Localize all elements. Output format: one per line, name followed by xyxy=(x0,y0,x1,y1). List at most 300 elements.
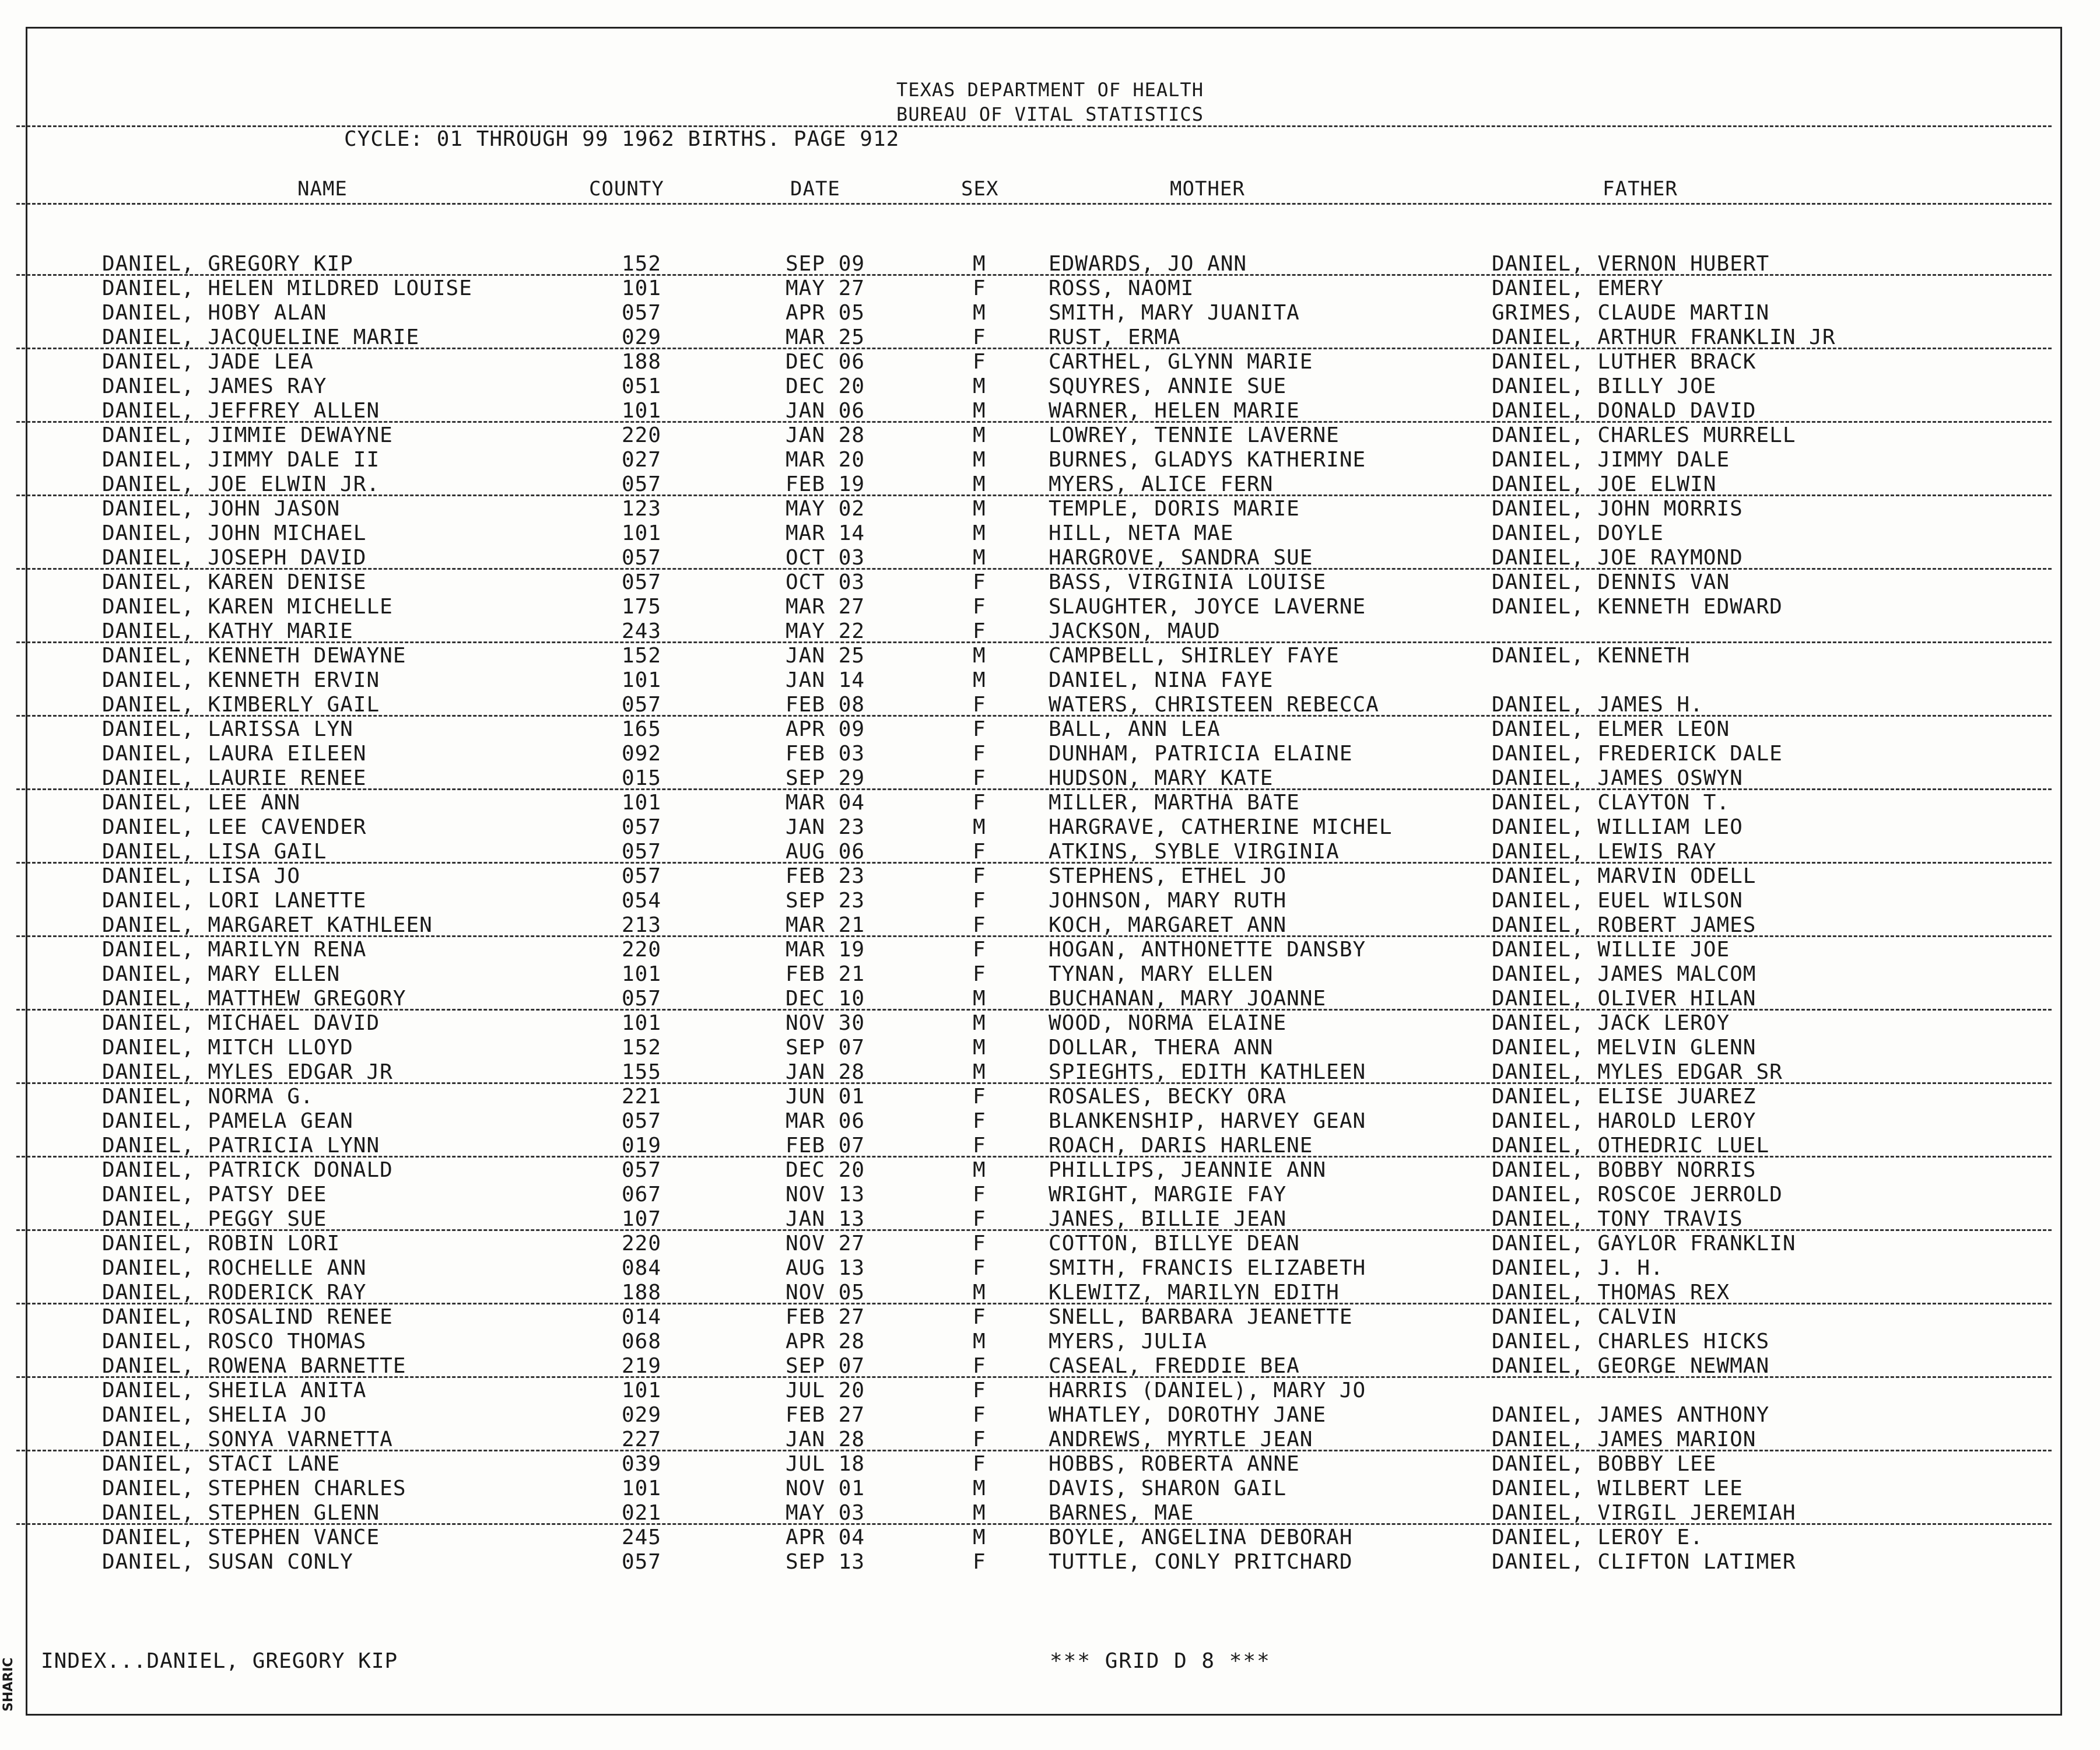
record-county: 084 xyxy=(622,1256,662,1280)
col-header-sex: SEX xyxy=(961,177,999,201)
record-father: DANIEL, EUEL WILSON xyxy=(1492,889,1743,913)
group-divider xyxy=(16,421,2052,423)
record-name: DANIEL, MATTHEW GREGORY xyxy=(102,987,406,1011)
record-county: 027 xyxy=(622,448,662,472)
record-sex: F xyxy=(973,276,986,300)
record-sex: M xyxy=(973,301,986,325)
index-line: INDEX...DANIEL, GREGORY KIP xyxy=(41,1649,398,1673)
record-county: 039 xyxy=(622,1452,662,1476)
record-sex: M xyxy=(973,1011,986,1035)
record-mother: HOBBS, ROBERTA ANNE xyxy=(1049,1452,1300,1476)
record-father: DANIEL, FREDERICK DALE xyxy=(1492,742,1783,766)
record-name: DANIEL, MARY ELLEN xyxy=(102,962,341,986)
record-row xyxy=(0,1330,2100,1354)
record-name: DANIEL, STEPHEN GLENN xyxy=(102,1501,380,1525)
record-row xyxy=(0,1403,2100,1428)
record-row xyxy=(0,1501,2100,1525)
group-divider xyxy=(16,935,2052,937)
record-date: JAN 28 xyxy=(786,1428,865,1451)
record-row xyxy=(0,1085,2100,1109)
group-divider xyxy=(16,1376,2052,1378)
record-row xyxy=(0,570,2100,595)
record-father: DANIEL, CALVIN xyxy=(1492,1305,1677,1329)
group-divider xyxy=(16,715,2052,717)
record-row xyxy=(0,987,2100,1011)
record-county: 057 xyxy=(622,1109,662,1133)
record-sex: M xyxy=(973,1477,986,1500)
record-date: MAY 22 xyxy=(786,619,865,643)
record-date: JAN 28 xyxy=(786,423,865,447)
record-date: MAR 14 xyxy=(786,521,865,545)
record-mother: DUNHAM, PATRICIA ELAINE xyxy=(1049,742,1353,766)
record-date: NOV 05 xyxy=(786,1281,865,1304)
record-name: DANIEL, JACQUELINE MARIE xyxy=(102,325,420,349)
record-date: JAN 23 xyxy=(786,815,865,839)
record-name: DANIEL, HOBY ALAN xyxy=(102,301,327,325)
record-mother: BALL, ANN LEA xyxy=(1049,717,1221,741)
record-row xyxy=(0,1550,2100,1574)
record-date: FEB 27 xyxy=(786,1403,865,1427)
record-name: DANIEL, KIMBERLY GAIL xyxy=(102,693,380,717)
record-mother: WARNER, HELEN MARIE xyxy=(1049,399,1300,423)
record-date: JAN 25 xyxy=(786,644,865,668)
record-date: JAN 06 xyxy=(786,399,865,423)
record-name: DANIEL, STACI LANE xyxy=(102,1452,341,1476)
record-date: MAR 04 xyxy=(786,791,865,815)
record-county: 015 xyxy=(622,766,662,790)
record-sex: M xyxy=(973,374,986,398)
record-county: 101 xyxy=(622,276,662,300)
record-row xyxy=(0,717,2100,742)
record-date: FEB 21 xyxy=(786,962,865,986)
record-sex: F xyxy=(973,791,986,815)
record-father: DANIEL, JAMES MALCOM xyxy=(1492,962,1757,986)
record-row xyxy=(0,472,2100,497)
record-father: DANIEL, JAMES ANTHONY xyxy=(1492,1403,1770,1427)
record-father: DANIEL, MYLES EDGAR SR xyxy=(1492,1060,1783,1084)
record-name: DANIEL, JADE LEA xyxy=(102,350,314,374)
record-father: DANIEL, JIMMY DALE xyxy=(1492,448,1730,472)
record-date: MAR 19 xyxy=(786,938,865,962)
record-name: DANIEL, JIMMIE DEWAYNE xyxy=(102,423,393,447)
record-sex: M xyxy=(973,1330,986,1353)
record-row xyxy=(0,276,2100,301)
record-row xyxy=(0,1281,2100,1305)
record-father: DANIEL, BOBBY LEE xyxy=(1492,1452,1717,1476)
record-name: DANIEL, JOE ELWIN JR. xyxy=(102,472,380,496)
record-name: DANIEL, ROSALIND RENEE xyxy=(102,1305,393,1329)
record-row xyxy=(0,1452,2100,1477)
record-row xyxy=(0,1232,2100,1256)
record-name: DANIEL, JIMMY DALE II xyxy=(102,448,380,472)
record-date: AUG 06 xyxy=(786,840,865,864)
record-sex: F xyxy=(973,1305,986,1329)
record-county: 057 xyxy=(622,864,662,888)
record-mother: SLAUGHTER, JOYCE LAVERNE xyxy=(1049,595,1366,619)
group-divider xyxy=(16,1523,2052,1525)
record-mother: BURNES, GLADYS KATHERINE xyxy=(1049,448,1366,472)
record-row xyxy=(0,497,2100,521)
record-father: DANIEL, JOE RAYMOND xyxy=(1492,546,1743,570)
side-label: SHARIC xyxy=(1,1657,16,1712)
record-county: 092 xyxy=(622,742,662,766)
record-date: AUG 13 xyxy=(786,1256,865,1280)
record-mother: MYERS, ALICE FERN xyxy=(1049,472,1274,496)
record-sex: M xyxy=(973,1060,986,1084)
record-county: 057 xyxy=(622,472,662,496)
record-sex: F xyxy=(973,913,986,937)
record-county: 220 xyxy=(622,1232,662,1255)
record-county: 165 xyxy=(622,717,662,741)
record-sex: F xyxy=(973,1403,986,1427)
record-row xyxy=(0,766,2100,791)
record-father: DANIEL, TONY TRAVIS xyxy=(1492,1207,1743,1231)
group-divider xyxy=(16,1009,2052,1011)
record-date: SEP 09 xyxy=(786,252,865,276)
record-date: NOV 01 xyxy=(786,1477,865,1500)
record-name: DANIEL, KENNETH DEWAYNE xyxy=(102,644,406,668)
record-mother: DAVIS, SHARON GAIL xyxy=(1049,1477,1287,1500)
group-divider xyxy=(16,788,2052,790)
record-sex: F xyxy=(973,350,986,374)
record-sex: M xyxy=(973,1036,986,1060)
record-sex: F xyxy=(973,1232,986,1255)
record-sex: M xyxy=(973,1501,986,1525)
record-date: DEC 06 xyxy=(786,350,865,374)
record-name: DANIEL, MARGARET KATHLEEN xyxy=(102,913,433,937)
col-header-name: NAME xyxy=(297,177,348,201)
record-county: 101 xyxy=(622,399,662,423)
record-name: DANIEL, KENNETH ERVIN xyxy=(102,668,380,692)
record-mother: RUST, ERMA xyxy=(1049,325,1181,349)
record-name: DANIEL, JOHN JASON xyxy=(102,497,341,521)
record-mother: CARTHEL, GLYNN MARIE xyxy=(1049,350,1313,374)
record-date: FEB 19 xyxy=(786,472,865,496)
record-county: 152 xyxy=(622,1036,662,1060)
record-father: DANIEL, JAMES MARION xyxy=(1492,1428,1757,1451)
record-date: MAR 20 xyxy=(786,448,865,472)
group-divider xyxy=(16,568,2052,570)
record-sex: F xyxy=(973,1452,986,1476)
record-mother: HARGROVE, SANDRA SUE xyxy=(1049,546,1313,570)
record-sex: F xyxy=(973,1256,986,1280)
record-name: DANIEL, JOHN MICHAEL xyxy=(102,521,367,545)
record-row xyxy=(0,1525,2100,1550)
record-county: 057 xyxy=(622,570,662,594)
record-date: SEP 23 xyxy=(786,889,865,913)
record-county: 029 xyxy=(622,1403,662,1427)
grid-reference: *** GRID D 8 *** xyxy=(1050,1649,1271,1673)
record-name: DANIEL, PEGGY SUE xyxy=(102,1207,327,1231)
record-name: DANIEL, SHELIA JO xyxy=(102,1403,327,1427)
record-mother: EDWARDS, JO ANN xyxy=(1049,252,1247,276)
record-name: DANIEL, PATSY DEE xyxy=(102,1183,327,1207)
record-county: 014 xyxy=(622,1305,662,1329)
record-row xyxy=(0,301,2100,325)
record-row xyxy=(0,1477,2100,1501)
record-county: 057 xyxy=(622,987,662,1011)
group-divider xyxy=(16,862,2052,864)
record-date: JUN 01 xyxy=(786,1085,865,1109)
bureau-title: BUREAU OF VITAL STATISTICS xyxy=(896,103,1204,125)
col-header-mother: MOTHER xyxy=(1170,177,1245,201)
record-county: 067 xyxy=(622,1183,662,1207)
record-father: DANIEL, JAMES OSWYN xyxy=(1492,766,1743,790)
record-mother: TEMPLE, DORIS MARIE xyxy=(1049,497,1300,521)
record-mother: CAMPBELL, SHIRLEY FAYE xyxy=(1049,644,1340,668)
record-date: OCT 03 xyxy=(786,546,865,570)
record-mother: WHATLEY, DOROTHY JANE xyxy=(1049,1403,1327,1427)
group-divider xyxy=(16,274,2052,276)
record-county: 243 xyxy=(622,619,662,643)
record-row xyxy=(0,448,2100,472)
record-county: 051 xyxy=(622,374,662,398)
record-date: SEP 07 xyxy=(786,1354,865,1378)
record-county: 101 xyxy=(622,668,662,692)
record-county: 057 xyxy=(622,815,662,839)
record-father: DANIEL, DENNIS VAN xyxy=(1492,570,1730,594)
record-date: JUL 20 xyxy=(786,1379,865,1402)
record-sex: F xyxy=(973,840,986,864)
record-row xyxy=(0,1183,2100,1207)
record-row xyxy=(0,644,2100,668)
record-date: SEP 07 xyxy=(786,1036,865,1060)
column-header-divider xyxy=(16,203,2052,205)
record-row xyxy=(0,693,2100,717)
record-name: DANIEL, ROSCO THOMAS xyxy=(102,1330,367,1353)
record-mother: SMITH, MARY JUANITA xyxy=(1049,301,1300,325)
record-name: DANIEL, ROBIN LORI xyxy=(102,1232,341,1255)
record-mother: COTTON, BILLYE DEAN xyxy=(1049,1232,1300,1255)
record-sex: M xyxy=(973,399,986,423)
record-name: DANIEL, HELEN MILDRED LOUISE xyxy=(102,276,472,300)
record-mother: ROACH, DARIS HARLENE xyxy=(1049,1134,1313,1158)
record-name: DANIEL, LEE ANN xyxy=(102,791,301,815)
group-divider xyxy=(16,1156,2052,1158)
record-row xyxy=(0,1379,2100,1403)
record-sex: F xyxy=(973,717,986,741)
record-sex: M xyxy=(973,1158,986,1182)
record-sex: F xyxy=(973,570,986,594)
record-date: FEB 03 xyxy=(786,742,865,766)
record-father: DANIEL, WILLIAM LEO xyxy=(1492,815,1743,839)
record-name: DANIEL, JAMES RAY xyxy=(102,374,327,398)
record-mother: JOHNSON, MARY RUTH xyxy=(1049,889,1287,913)
record-father: DANIEL, KENNETH xyxy=(1492,644,1691,668)
record-mother: JACKSON, MAUD xyxy=(1049,619,1221,643)
record-date: DEC 20 xyxy=(786,374,865,398)
record-sex: M xyxy=(973,644,986,668)
record-row xyxy=(0,913,2100,938)
record-row xyxy=(0,399,2100,423)
record-father: DANIEL, BOBBY NORRIS xyxy=(1492,1158,1757,1182)
record-date: MAY 02 xyxy=(786,497,865,521)
record-name: DANIEL, KATHY MARIE xyxy=(102,619,353,643)
col-header-county: COUNTY xyxy=(589,177,664,201)
record-sex: F xyxy=(973,766,986,790)
record-name: DANIEL, SONYA VARNETTA xyxy=(102,1428,393,1451)
record-row xyxy=(0,938,2100,962)
record-father: DANIEL, MARVIN ODELL xyxy=(1492,864,1757,888)
record-name: DANIEL, ROWENA BARNETTE xyxy=(102,1354,406,1378)
record-row xyxy=(0,742,2100,766)
record-sex: M xyxy=(973,987,986,1011)
record-mother: SPIEGHTS, EDITH KATHLEEN xyxy=(1049,1060,1366,1084)
record-county: 019 xyxy=(622,1134,662,1158)
record-date: APR 05 xyxy=(786,301,865,325)
record-name: DANIEL, LEE CAVENDER xyxy=(102,815,367,839)
record-name: DANIEL, KAREN MICHELLE xyxy=(102,595,393,619)
record-date: FEB 27 xyxy=(786,1305,865,1329)
record-date: MAR 27 xyxy=(786,595,865,619)
record-county: 101 xyxy=(622,1011,662,1035)
record-county: 057 xyxy=(622,546,662,570)
record-name: DANIEL, JOSEPH DAVID xyxy=(102,546,367,570)
agency-title: TEXAS DEPARTMENT OF HEALTH xyxy=(896,79,1204,101)
record-date: JUL 18 xyxy=(786,1452,865,1476)
record-date: MAR 06 xyxy=(786,1109,865,1133)
record-row xyxy=(0,1305,2100,1330)
record-sex: M xyxy=(973,252,986,276)
record-father: DANIEL, DOYLE xyxy=(1492,521,1664,545)
record-date: FEB 07 xyxy=(786,1134,865,1158)
record-father: DANIEL, J. H. xyxy=(1492,1256,1664,1280)
record-name: DANIEL, LAURA EILEEN xyxy=(102,742,367,766)
record-sex: F xyxy=(973,1085,986,1109)
record-row xyxy=(0,889,2100,913)
record-sex: M xyxy=(973,521,986,545)
record-mother: SNELL, BARBARA JEANETTE xyxy=(1049,1305,1353,1329)
record-father: DANIEL, WILBERT LEE xyxy=(1492,1477,1743,1500)
record-father: DANIEL, WILLIE JOE xyxy=(1492,938,1730,962)
record-sex: F xyxy=(973,1354,986,1378)
record-county: 101 xyxy=(622,521,662,545)
record-mother: WOOD, NORMA ELAINE xyxy=(1049,1011,1287,1035)
record-sex: F xyxy=(973,962,986,986)
record-county: 101 xyxy=(622,962,662,986)
record-father: DANIEL, ROBERT JAMES xyxy=(1492,913,1757,937)
record-name: DANIEL, SUSAN CONLY xyxy=(102,1550,353,1574)
record-row xyxy=(0,1207,2100,1232)
record-row xyxy=(0,619,2100,644)
record-father: DANIEL, JOHN MORRIS xyxy=(1492,497,1743,521)
record-sex: M xyxy=(973,1281,986,1304)
record-name: DANIEL, PAMELA GEAN xyxy=(102,1109,353,1133)
record-father: DANIEL, LEROY E. xyxy=(1492,1525,1703,1549)
record-sex: M xyxy=(973,1525,986,1549)
record-father: DANIEL, THOMAS REX xyxy=(1492,1281,1730,1304)
record-row xyxy=(0,1134,2100,1158)
record-father: DANIEL, HAROLD LEROY xyxy=(1492,1109,1757,1133)
record-name: DANIEL, JEFFREY ALLEN xyxy=(102,399,380,423)
record-date: MAY 03 xyxy=(786,1501,865,1525)
record-county: 220 xyxy=(622,938,662,962)
col-header-father: FATHER xyxy=(1603,177,1678,201)
record-sex: F xyxy=(973,595,986,619)
record-father: DANIEL, JOE ELWIN xyxy=(1492,472,1717,496)
record-name: DANIEL, MARILYN RENA xyxy=(102,938,367,962)
group-divider xyxy=(16,1450,2052,1451)
record-father: DANIEL, ELMER LEON xyxy=(1492,717,1730,741)
record-mother: ROSALES, BECKY ORA xyxy=(1049,1085,1287,1109)
record-father: DANIEL, MELVIN GLENN xyxy=(1492,1036,1757,1060)
record-mother: BASS, VIRGINIA LOUISE xyxy=(1049,570,1327,594)
record-mother: DANIEL, NINA FAYE xyxy=(1049,668,1274,692)
record-father: DANIEL, ARTHUR FRANKLIN JR xyxy=(1492,325,1836,349)
record-county: 227 xyxy=(622,1428,662,1451)
record-row xyxy=(0,962,2100,987)
record-county: 188 xyxy=(622,1281,662,1304)
record-mother: SQUYRES, ANNIE SUE xyxy=(1049,374,1287,398)
record-name: DANIEL, MICHAEL DAVID xyxy=(102,1011,380,1035)
record-county: 057 xyxy=(622,840,662,864)
record-county: 245 xyxy=(622,1525,662,1549)
record-county: 152 xyxy=(622,252,662,276)
record-sex: F xyxy=(973,325,986,349)
record-row xyxy=(0,423,2100,448)
record-mother: JANES, BILLIE JEAN xyxy=(1049,1207,1287,1231)
record-row xyxy=(0,1256,2100,1281)
record-row xyxy=(0,1158,2100,1183)
record-sex: F xyxy=(973,619,986,643)
record-sex: M xyxy=(973,423,986,447)
record-date: DEC 20 xyxy=(786,1158,865,1182)
record-county: 107 xyxy=(622,1207,662,1231)
record-father: DANIEL, VERNON HUBERT xyxy=(1492,252,1770,276)
record-county: 068 xyxy=(622,1330,662,1353)
record-county: 213 xyxy=(622,913,662,937)
group-divider xyxy=(16,1229,2052,1231)
record-mother: DOLLAR, THERA ANN xyxy=(1049,1036,1274,1060)
record-sex: F xyxy=(973,1134,986,1158)
record-name: DANIEL, GREGORY KIP xyxy=(102,252,353,276)
record-county: 123 xyxy=(622,497,662,521)
record-mother: SMITH, FRANCIS ELIZABETH xyxy=(1049,1256,1366,1280)
record-mother: PHILLIPS, JEANNIE ANN xyxy=(1049,1158,1327,1182)
record-father: DANIEL, VIRGIL JEREMIAH xyxy=(1492,1501,1796,1525)
record-name: DANIEL, LISA JO xyxy=(102,864,301,888)
record-father: DANIEL, CLIFTON LATIMER xyxy=(1492,1550,1796,1574)
record-sex: F xyxy=(973,1550,986,1574)
record-sex: F xyxy=(973,1109,986,1133)
record-row xyxy=(0,1036,2100,1060)
record-date: FEB 08 xyxy=(786,693,865,717)
col-header-date: DATE xyxy=(790,177,840,201)
record-father: DANIEL, CHARLES HICKS xyxy=(1492,1330,1770,1353)
record-row xyxy=(0,1060,2100,1085)
record-date: NOV 27 xyxy=(786,1232,865,1255)
record-row xyxy=(0,840,2100,864)
record-county: 175 xyxy=(622,595,662,619)
record-father: DANIEL, LEWIS RAY xyxy=(1492,840,1717,864)
record-sex: F xyxy=(973,889,986,913)
record-father: DANIEL, ROSCOE JERROLD xyxy=(1492,1183,1783,1207)
record-date: OCT 03 xyxy=(786,570,865,594)
record-county: 029 xyxy=(622,325,662,349)
record-name: DANIEL, SHEILA ANITA xyxy=(102,1379,367,1402)
record-county: 057 xyxy=(622,301,662,325)
record-name: DANIEL, KAREN DENISE xyxy=(102,570,367,594)
record-date: FEB 23 xyxy=(786,864,865,888)
record-date: MAR 25 xyxy=(786,325,865,349)
group-divider xyxy=(16,348,2052,349)
record-row xyxy=(0,374,2100,399)
record-mother: BUCHANAN, MARY JOANNE xyxy=(1049,987,1327,1011)
record-father: GRIMES, CLAUDE MARTIN xyxy=(1492,301,1770,325)
record-mother: HILL, NETA MAE xyxy=(1049,521,1234,545)
record-mother: WRIGHT, MARGIE FAY xyxy=(1049,1183,1287,1207)
record-mother: HARGRAVE, CATHERINE MICHEL xyxy=(1049,815,1393,839)
